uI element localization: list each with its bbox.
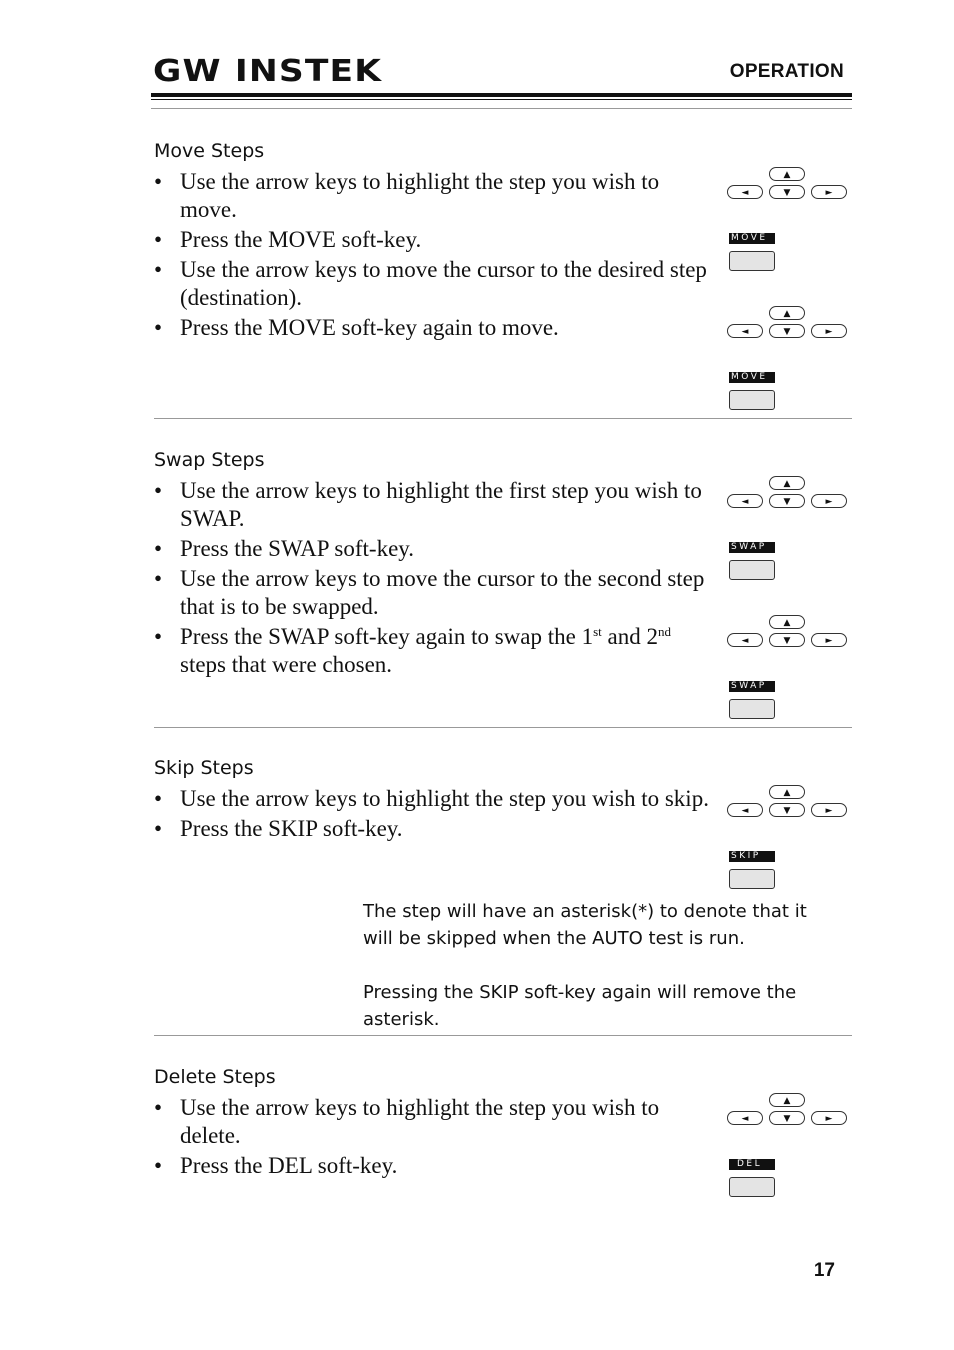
- header-rule: [151, 93, 852, 97]
- list-item: • Use the arrow keys to move the cursor to the second step that is to be swapped.: [154, 565, 714, 621]
- page-number: 17: [813, 1260, 835, 1281]
- ordinal-suffix: nd: [657, 624, 671, 639]
- softkey-button-icon: [729, 869, 775, 889]
- softkey-label: SWAP: [729, 681, 775, 692]
- ordinal-suffix: st: [593, 624, 602, 639]
- left-arrow-key-icon: ◄: [727, 494, 763, 508]
- step-list: [154, 1094, 714, 1182]
- section-title: Move Steps: [154, 140, 265, 162]
- list-item: • Press the DEL soft-key.: [154, 1152, 714, 1180]
- right-arrow-key-icon: ►: [811, 494, 847, 508]
- softkey-label: DEL: [729, 1159, 775, 1170]
- arrow-keys: [727, 306, 849, 340]
- softkey-label: SKIP: [729, 851, 775, 862]
- softkey-button-icon: [729, 390, 775, 410]
- skip-note: The step will have an asterisk(*) to denote that it will be skipped when the AUTO test is run.: [363, 901, 807, 949]
- step-text: and 2: [601, 624, 658, 649]
- skip-softkey: [729, 851, 777, 895]
- down-arrow-key-icon: ▼: [769, 185, 805, 199]
- list-item: • Press the MOVE soft-key.: [154, 226, 714, 254]
- step-text: Press the SWAP soft-key again to swap the 1: [180, 624, 594, 649]
- up-arrow-key-icon: ▲: [769, 306, 805, 320]
- list-item: • Use the arrow keys to highlight the step you wish to move.: [154, 168, 714, 224]
- del-softkey: [729, 1159, 777, 1203]
- right-arrow-key-icon: ►: [811, 1111, 847, 1125]
- softkey-label: MOVE: [729, 372, 775, 383]
- list-item: • Use the arrow keys to move the cursor to the desired step (destination).: [154, 256, 714, 312]
- down-arrow-key-icon: ▼: [769, 324, 805, 338]
- down-arrow-key-icon: ▼: [769, 633, 805, 647]
- step-text: steps that were chosen.: [180, 652, 393, 677]
- arrow-keys: [727, 1093, 849, 1127]
- right-arrow-key-icon: ►: [811, 633, 847, 647]
- softkey-label: MOVE: [729, 233, 775, 244]
- brand-logo: GW INSTEK: [153, 54, 383, 89]
- down-arrow-key-icon: ▼: [769, 803, 805, 817]
- arrow-keys: [727, 615, 849, 649]
- up-arrow-key-icon: ▲: [769, 167, 805, 181]
- move-softkey: [729, 233, 777, 277]
- softkey-button-icon: [729, 560, 775, 580]
- list-item: • Press the SKIP soft-key.: [154, 815, 714, 843]
- step-list: [154, 477, 714, 681]
- left-arrow-key-icon: ◄: [727, 803, 763, 817]
- left-arrow-key-icon: ◄: [727, 324, 763, 338]
- arrow-keys: [727, 476, 849, 510]
- list-item: • Press the MOVE soft-key again to move.: [154, 314, 714, 342]
- down-arrow-key-icon: ▼: [769, 494, 805, 508]
- down-arrow-key-icon: ▼: [769, 1111, 805, 1125]
- softkey-button-icon: [729, 699, 775, 719]
- right-arrow-key-icon: ►: [811, 803, 847, 817]
- header-rule-thin: [151, 99, 852, 100]
- up-arrow-key-icon: ▲: [769, 1093, 805, 1107]
- up-arrow-key-icon: ▲: [769, 615, 805, 629]
- left-arrow-key-icon: ◄: [727, 185, 763, 199]
- section-title: Swap Steps: [154, 449, 265, 471]
- list-item: • Use the arrow keys to highlight the step you wish to delete.: [154, 1094, 714, 1150]
- swap-softkey: [729, 681, 777, 725]
- left-arrow-key-icon: ◄: [727, 633, 763, 647]
- header-divider: [151, 108, 852, 109]
- arrow-keys: [727, 785, 849, 819]
- swap-softkey: [729, 542, 777, 586]
- list-item: • Use the arrow keys to highlight the step you wish to skip.: [154, 785, 714, 813]
- list-item: • Press the SWAP soft-key.: [154, 535, 714, 563]
- chapter-title: OPERATION: [729, 61, 844, 82]
- move-softkey: [729, 372, 777, 416]
- softkey-label: SWAP: [729, 542, 775, 553]
- section-title: Skip Steps: [154, 757, 254, 779]
- list-item: [154, 623, 714, 679]
- right-arrow-key-icon: ►: [811, 185, 847, 199]
- arrow-keys: [727, 167, 849, 201]
- up-arrow-key-icon: ▲: [769, 785, 805, 799]
- up-arrow-key-icon: ▲: [769, 476, 805, 490]
- right-arrow-key-icon: ►: [811, 324, 847, 338]
- step-list: [154, 785, 714, 845]
- section-title: Delete Steps: [154, 1066, 276, 1088]
- softkey-button-icon: [729, 1177, 775, 1197]
- step-list: [154, 168, 714, 344]
- list-item: • Use the arrow keys to highlight the first step you wish to SWAP.: [154, 477, 714, 533]
- skip-note: Pressing the SKIP soft-key again will remove the asterisk.: [363, 982, 797, 1030]
- left-arrow-key-icon: ◄: [727, 1111, 763, 1125]
- softkey-button-icon: [729, 251, 775, 271]
